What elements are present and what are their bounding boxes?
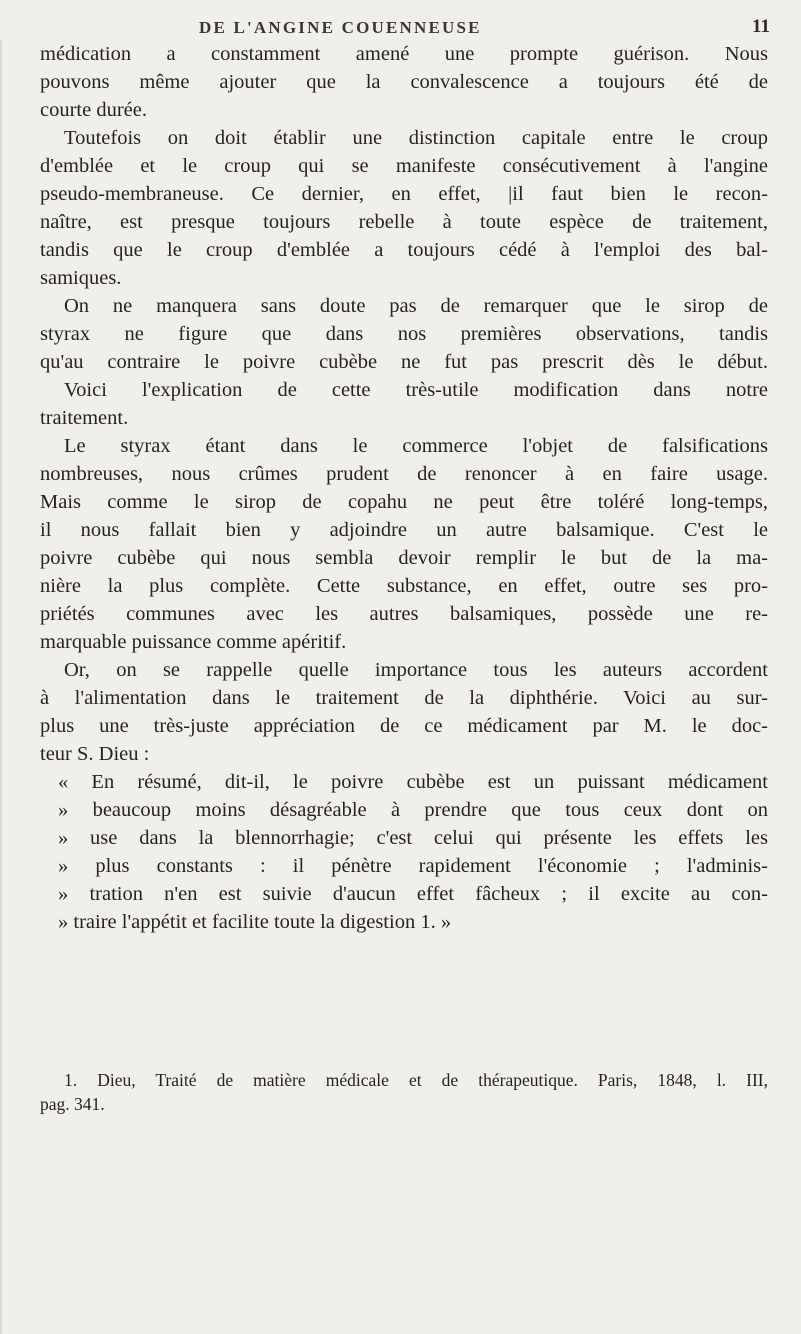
quote-line: » beaucoup moins désagréable à prendre que tous ceux dont on (58, 799, 768, 821)
quote-line: » tration n'en est suivie d'aucun effet fâcheux ; il excite au con- (58, 883, 768, 905)
quote-line: » use dans la blennorrhagie; c'est celui qui présente les effets les (58, 827, 768, 849)
footnote (40, 1068, 768, 1116)
text-line: plus une très-juste appréciation de ce médicament par M. le doc- (40, 715, 768, 737)
text-line: teur S. Dieu : (40, 743, 150, 765)
text-line: Mais comme le sirop de copahu ne peut être toléré long-temps, (40, 491, 768, 513)
page-header (0, 12, 801, 42)
text-line: pseudo-membraneuse. Ce dernier, en effet, |il faut bien le recon- (40, 183, 768, 205)
text-line: pouvons même ajouter que la convalescence a toujours été de (40, 71, 768, 93)
page-number: 11 (752, 16, 770, 37)
running-title: DE L'ANGINE COUENNEUSE (199, 18, 482, 37)
text-line: il nous fallait bien y adjoindre un autre balsamique. C'est le (40, 519, 768, 541)
text-line: à l'alimentation dans le traitement de la diphthérie. Voici au sur- (40, 687, 768, 709)
page-gutter-shadow (0, 40, 3, 1334)
text-line: courte durée. (40, 99, 147, 121)
footnote-line: 1. Dieu, Traité de matière médicale et de thérapeutique. Paris, 1848, l. III, (64, 1070, 768, 1090)
quote-line: « En résumé, dit-il, le poivre cubèbe est un puissant médicament (58, 771, 768, 793)
text-line: styrax ne figure que dans nos premières observations, tandis (40, 323, 768, 345)
text-line: naître, est presque toujours rebelle à toute espèce de traitement, (40, 211, 768, 233)
text-line: Voici l'explication de cette très-utile modification dans notre (64, 379, 768, 401)
text-line: priétés communes avec les autres balsamiques, possède une re- (40, 603, 768, 625)
text-line: poivre cubèbe qui nous sembla devoir remplir le but de la ma- (40, 547, 768, 569)
text-line: Toutefois on doit établir une distinction capitale entre le croup (64, 127, 768, 149)
quote-line: » traire l'appétit et facilite toute la digestion 1. » (58, 911, 452, 933)
text-line: Le styrax étant dans le commerce l'objet de falsifications (64, 435, 768, 457)
text-line: tandis que le croup d'emblée a toujours cédé à l'emploi des bal- (40, 239, 768, 261)
text-line: médication a constamment amené une prompte guérison. Nous (40, 43, 768, 65)
text-line: traitement. (40, 407, 129, 429)
text-line: qu'au contraire le poivre cubèbe ne fut pas prescrit dès le début. (40, 351, 768, 373)
text-line: marquable puissance comme apéritif. (40, 631, 347, 653)
text-line: On ne manquera sans doute pas de remarquer que le sirop de (64, 295, 768, 317)
text-line: nombreuses, nous crûmes prudent de renoncer à en faire usage. (40, 463, 768, 485)
text-line: nière la plus complète. Cette substance, en effet, outre ses pro- (40, 575, 768, 597)
body-text (40, 40, 768, 936)
quote-line: » plus constants : il pénètre rapidement l'économie ; l'adminis- (58, 855, 768, 877)
text-line: Or, on se rappelle quelle importance tous les auteurs accordent (64, 659, 768, 681)
text-line: d'emblée et le croup qui se manifeste consécutivement à l'angine (40, 155, 768, 177)
text-line: samiques. (40, 267, 122, 289)
footnote-line: pag. 341. (40, 1094, 105, 1114)
